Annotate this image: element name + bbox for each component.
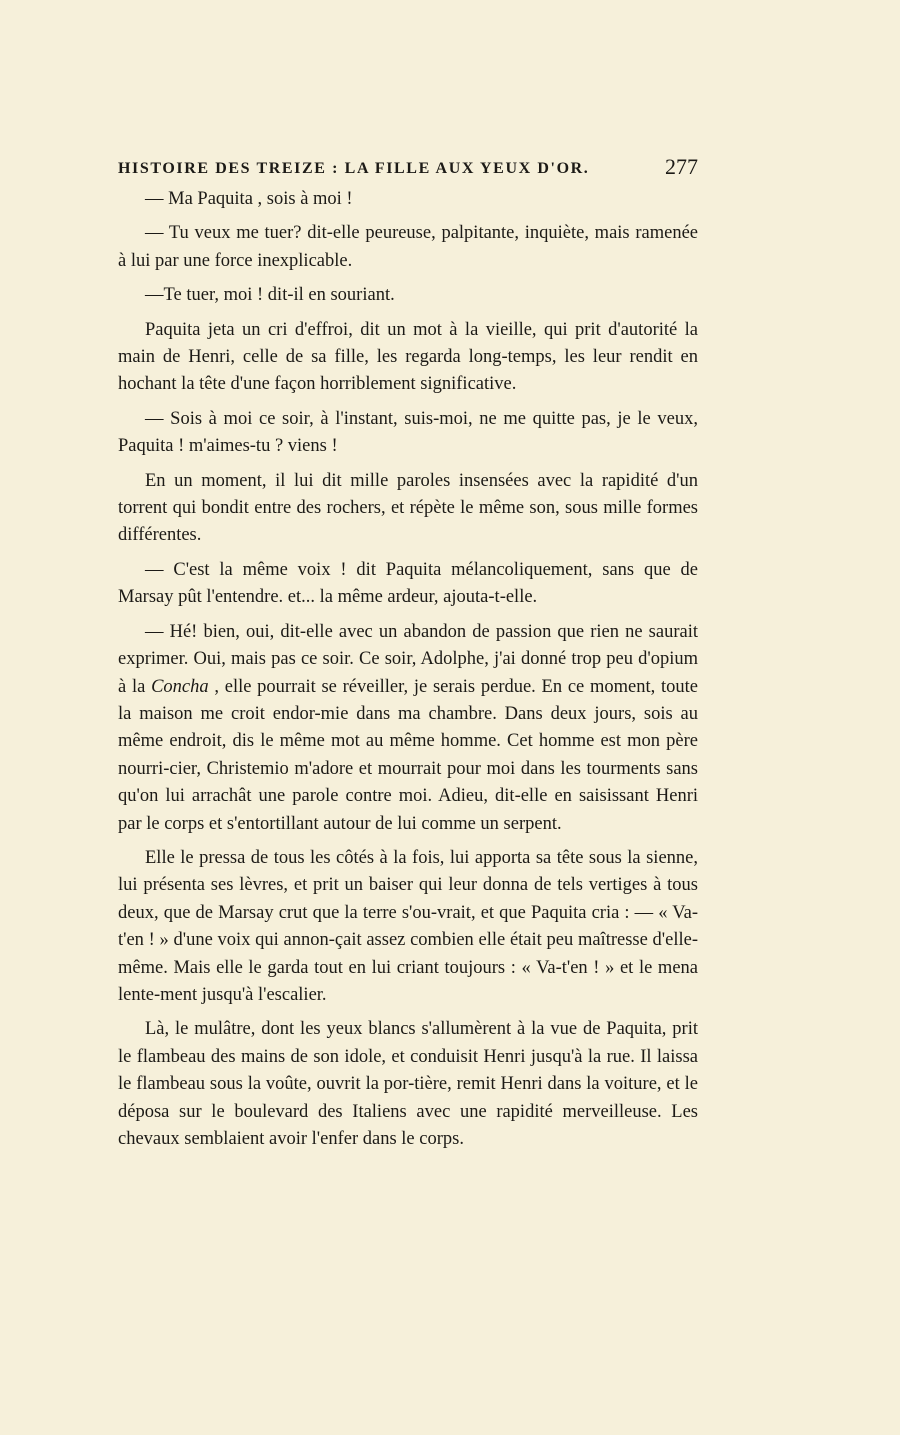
paragraph: — C'est la même voix ! dit Paquita mélancoliquement, sans que de Marsay pût l'entendre. et... la même ardeur, ajouta-t-elle.: [118, 559, 698, 608]
paragraph-text: , elle pourrait se réveiller, je serais perdue. En ce moment, toute la maison me croit endor-mie dans ma chambre. Dans deux jours, sois au même endroit, dis le même mot au même homme. Cet homme est mon père nourri-cier, Christemio m'adore et mourrait pour moi dans les tourments sans qu'on lui arrachât une parole contre moi. Adieu, dit-elle en saisissant Henri par le corps et s'entortillant autour de lui comme un serpent.: [118, 676, 699, 834]
paragraph: En un moment, il lui dit mille paroles insensées avec la rapidité d'un torrent qui bondit entre des rochers, et répète le même son, sous mille formes différentes.: [118, 470, 698, 546]
page-number: 277: [665, 154, 698, 179]
body-text: [118, 186, 698, 1153]
paragraph: Elle le pressa de tous les côtés à la fois, lui apporta sa tête sous la sienne, lui présenta ses lèvres, et prit un baiser qui leur donna de tels vertiges à tous deux, que de Marsay crut que la terre s'ou-vrait, et que Paquita cria : — « Va-t'en ! » d'une voix qui annon-çait assez combien elle était peu maîtresse d'elle-même. Mais elle le garda tout en lui criant toujours : « Va-t'en ! » et le mena lente-ment jusqu'à l'escalier.: [118, 847, 698, 1005]
paragraph: Paquita jeta un cri d'effroi, dit un mot à la vieille, qui prit d'autorité la main de Henri, celle de sa fille, les regarda long-temps, les leur rendit en hochant la tête d'une façon horriblement significative.: [118, 319, 698, 395]
paragraph-text: — Hé! bien, oui, dit-elle avec un abandon de passion que rien ne saurait exprimer. Oui, mais pas ce soir. Ce soir, Adolphe, j'ai donné trop peu d'opium à la: [118, 621, 698, 697]
paragraph: Là, le mulâtre, dont les yeux blancs s'allumèrent à la vue de Paquita, prit le flambeau des mains de son idole, et conduisit Henri jusqu'à la rue. Il laissa le flambeau sous la voûte, ouvrit la por-tière, remit Henri dans la voiture, et le déposa sur le boulevard des Italiens avec une rapidité merveilleuse. Les chevaux semblaient avoir l'enfer dans le corps.: [118, 1019, 698, 1149]
italic-name-concha: Concha: [151, 676, 209, 697]
paragraph: — Ma Paquita , sois à moi !: [145, 189, 353, 209]
paragraph: [118, 619, 698, 838]
running-title: HISTOIRE DES TREIZE : LA FILLE AUX YEUX D'OR.: [118, 160, 590, 177]
paragraph: —Te tuer, moi ! dit-il en souriant.: [145, 285, 395, 306]
page-header: [118, 154, 698, 184]
paragraph: — Tu veux me tuer? dit-elle peureuse, palpitante, inquiète, mais ramenée à lui par une force inexplicable.: [118, 223, 698, 271]
paragraph: — Sois à moi ce soir, à l'instant, suis-moi, ne me quitte pas, je le veux, Paquita ! m'aimes-tu ? viens !: [118, 408, 698, 457]
